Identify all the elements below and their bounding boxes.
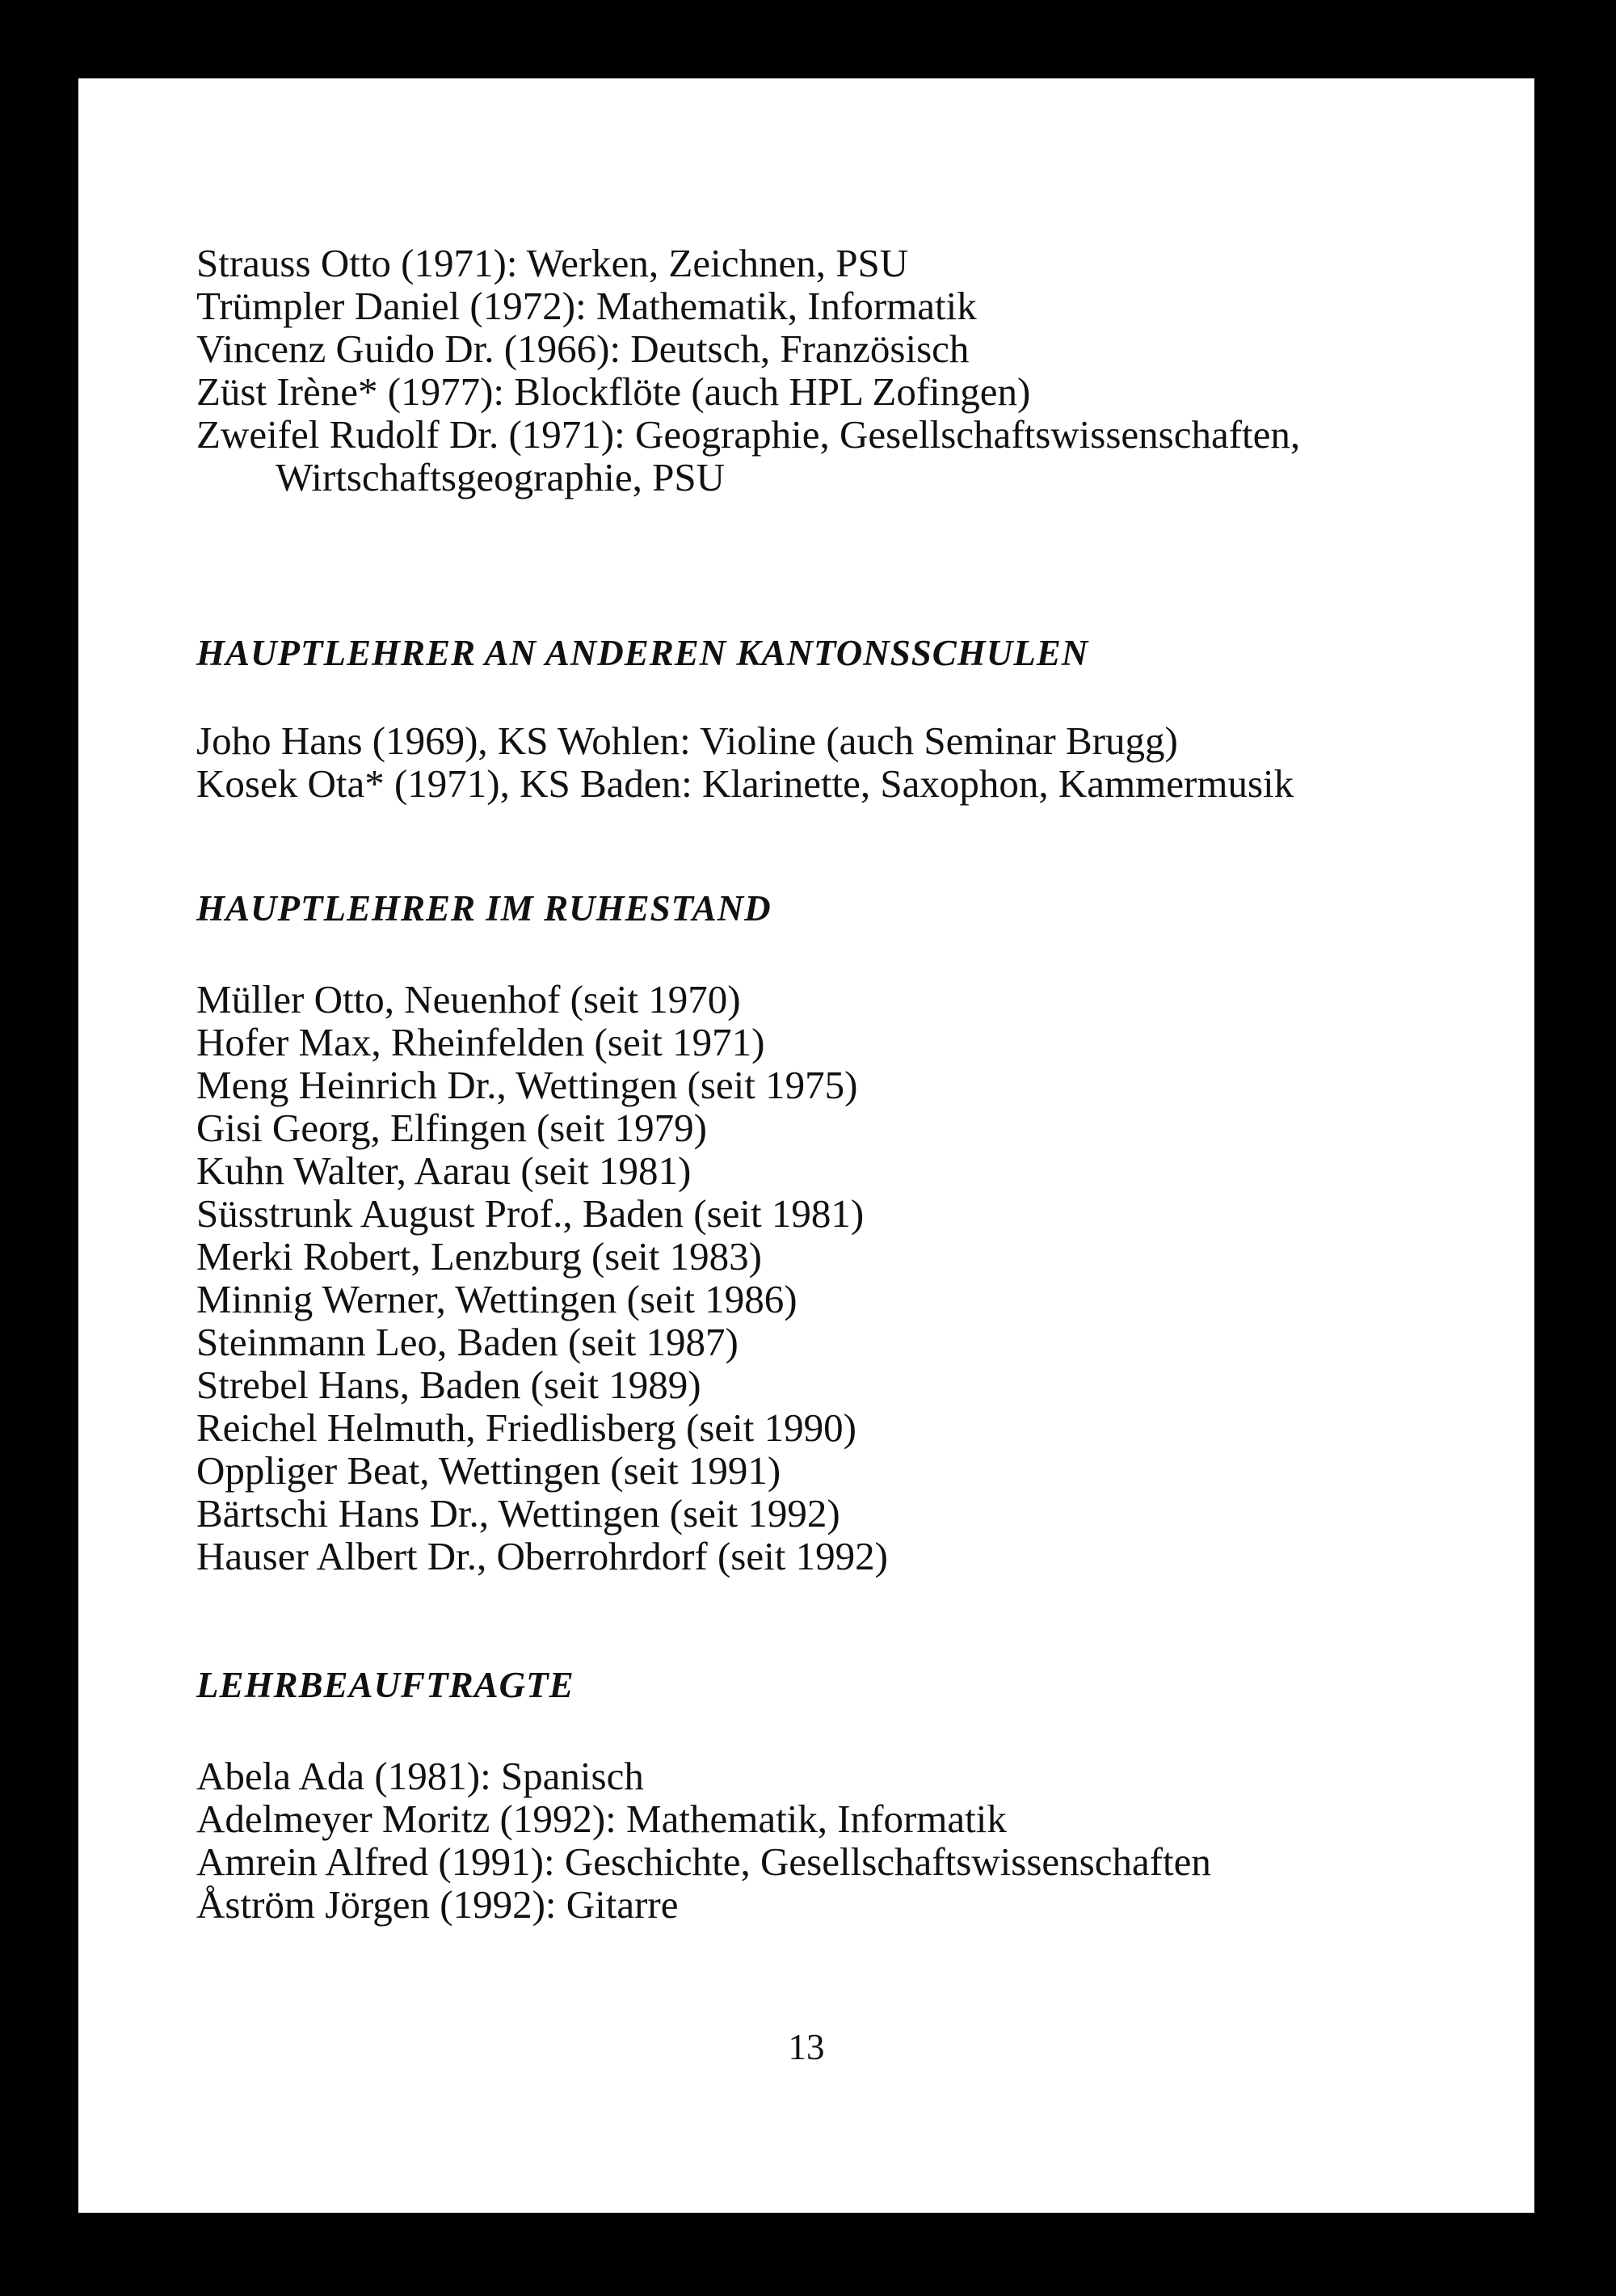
section-heading: HAUPTLEHRER IM RUHESTAND [196, 888, 772, 929]
list-item: Züst Irène* (1977): Blockflöte (auch HPL Zofingen) [196, 369, 1031, 414]
list-item: Bärtschi Hans Dr., Wettingen (seit 1992) [196, 1491, 840, 1536]
section-heading: LEHRBEAUFTRAGTE [196, 1665, 574, 1705]
list-item: Zweifel Rudolf Dr. (1971): Geographie, Gesellschaftswissenschaften, [196, 412, 1301, 457]
list-item: Gisi Georg, Elfingen (seit 1979) [196, 1106, 707, 1150]
list-item-continuation: Wirtschaftsgeographie, PSU [276, 455, 725, 499]
document-page [78, 78, 1534, 2213]
list-item: Oppliger Beat, Wettingen (seit 1991) [196, 1448, 781, 1493]
list-item: Abela Ada (1981): Spanisch [196, 1754, 644, 1798]
list-item: Amrein Alfred (1991): Geschichte, Gesellschaftswissenschaften [196, 1839, 1211, 1884]
list-item: Meng Heinrich Dr., Wettingen (seit 1975) [196, 1063, 858, 1107]
list-item: Joho Hans (1969), KS Wohlen: Violine (auch Seminar Brugg) [196, 718, 1178, 763]
list-item: Kosek Ota* (1971), KS Baden: Klarinette, Saxophon, Kammermusik [196, 761, 1294, 806]
list-item: Kuhn Walter, Aarau (seit 1981) [196, 1148, 692, 1193]
list-item: Hofer Max, Rheinfelden (seit 1971) [196, 1020, 765, 1064]
list-item: Strebel Hans, Baden (seit 1989) [196, 1363, 701, 1407]
list-item: Süsstrunk August Prof., Baden (seit 1981) [196, 1191, 865, 1236]
list-item: Steinmann Leo, Baden (seit 1987) [196, 1320, 739, 1364]
list-item: Müller Otto, Neuenhof (seit 1970) [196, 977, 741, 1022]
list-item: Åström Jörgen (1992): Gitarre [196, 1882, 679, 1927]
list-item: Reichel Helmuth, Friedlisberg (seit 1990) [196, 1405, 856, 1450]
section-heading: HAUPTLEHRER AN ANDEREN KANTONSSCHULEN [196, 633, 1089, 673]
list-item: Merki Robert, Lenzburg (seit 1983) [196, 1234, 762, 1279]
list-item: Minnig Werner, Wettingen (seit 1986) [196, 1277, 797, 1321]
list-item: Trümpler Daniel (1972): Mathematik, Informatik [196, 284, 977, 328]
list-item: Strauss Otto (1971): Werken, Zeichnen, PSU [196, 241, 909, 285]
list-item: Adelmeyer Moritz (1992): Mathematik, Informatik [196, 1797, 1007, 1841]
list-item: Hauser Albert Dr., Oberrohrdorf (seit 1992) [196, 1534, 888, 1578]
page-number: 13 [788, 2027, 825, 2067]
list-item: Vincenz Guido Dr. (1966): Deutsch, Französisch [196, 326, 970, 371]
